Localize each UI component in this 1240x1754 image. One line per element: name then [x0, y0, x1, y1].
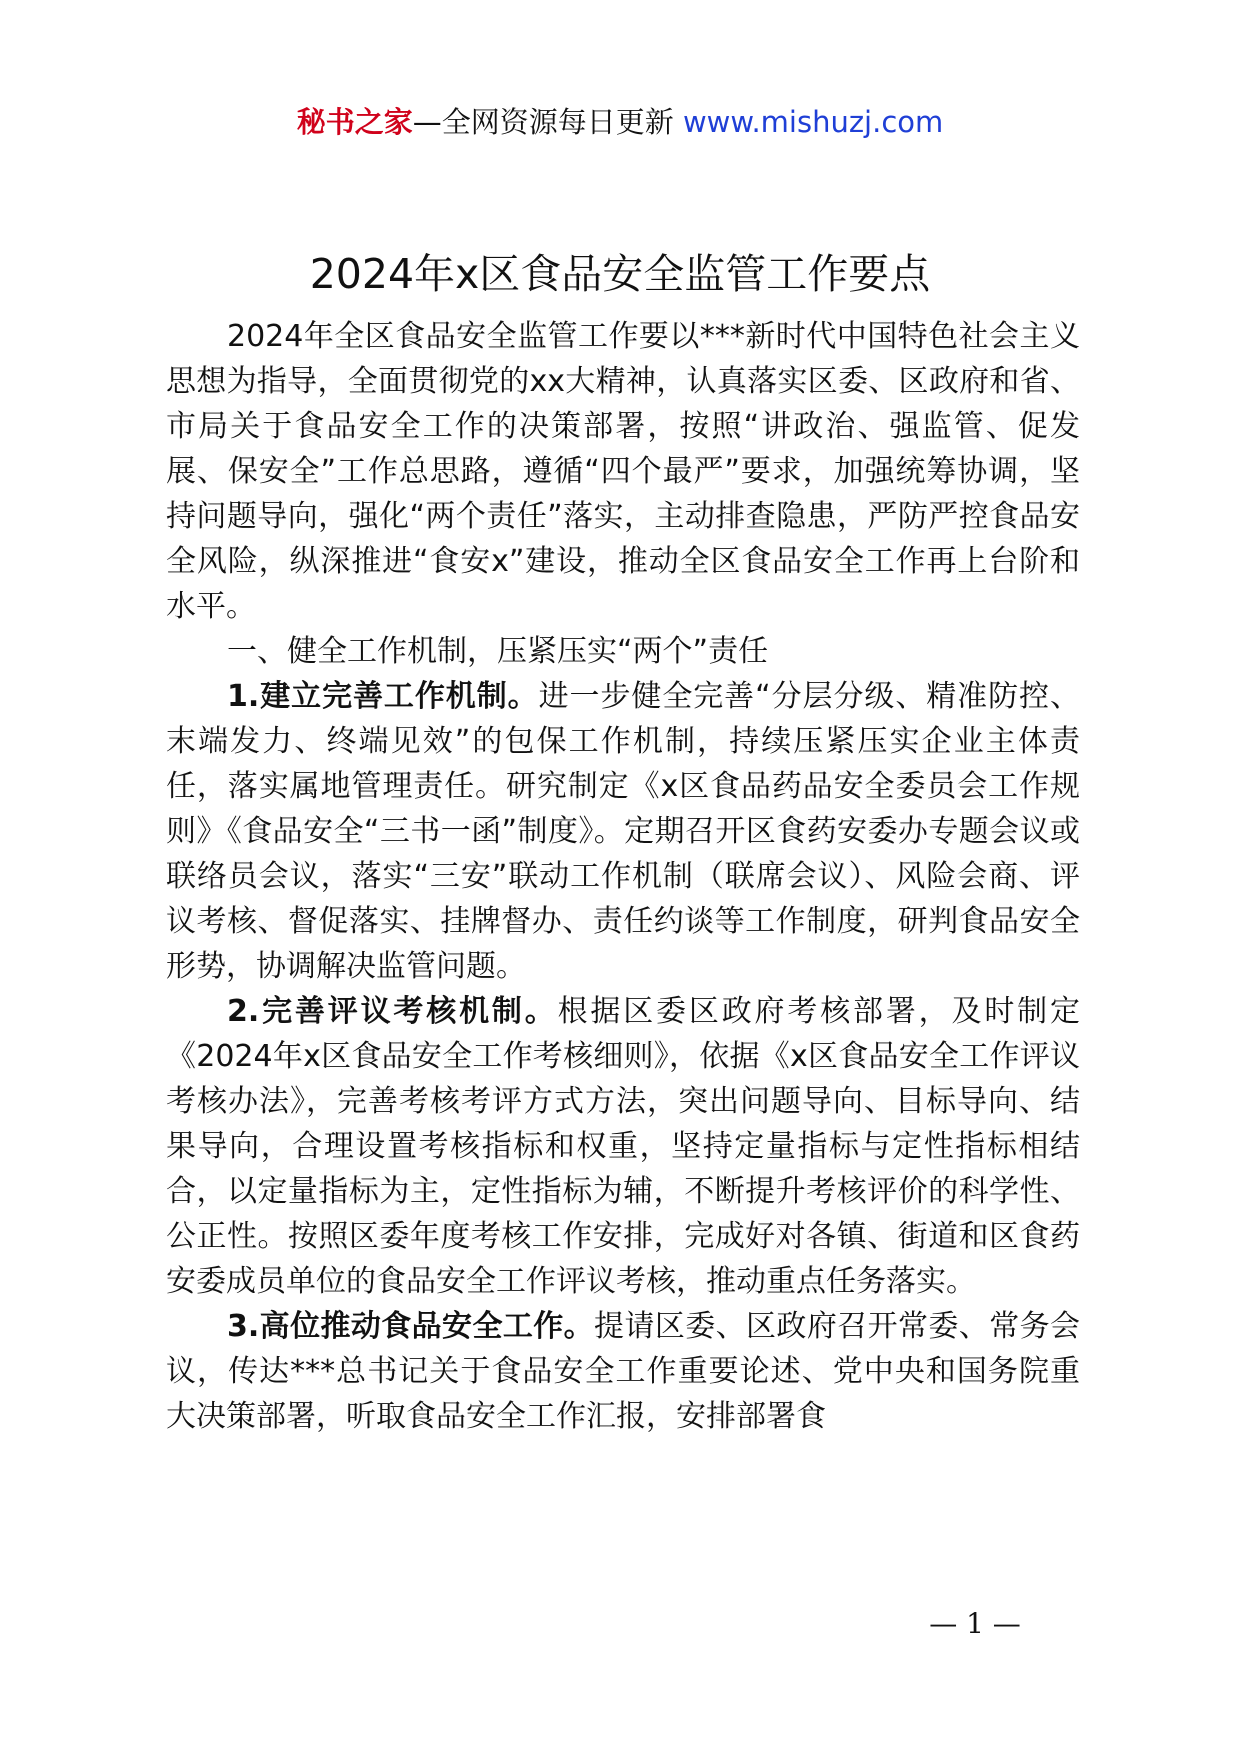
- item-paragraph: [166, 674, 1080, 989]
- section-heading: 一、健全工作机制，压紧压实“两个”责任: [227, 634, 769, 669]
- item-paragraph: [166, 1304, 1080, 1439]
- page-number: — 1 —: [929, 1607, 1021, 1640]
- item-lead: 3.高位推动食品安全工作。: [227, 1309, 595, 1344]
- site-header: [0, 100, 1240, 144]
- document-title: 2024年x区食品安全监管工作要点: [309, 250, 931, 298]
- item-lead: 1.建立完善工作机制。: [227, 679, 539, 714]
- document-body: [166, 314, 1080, 1439]
- item-text: 根据区委区政府考核部署，及时制定《2024年x区食品安全工作考核细则》，依据《x区食品安全工作评议考核办法》，完善考核考评方式方法，突出问题导向、目标导向、结果导向，合理设置考核指标和权重，坚持定量指标与定性指标相结合，以定量指标为主，定性指标为辅，不断提升考核评价的科学性、公正性。按照区委年度考核工作安排，完成好对各镇、街道和区食药安委成员单位的食品安全工作评议考核，推动重点任务落实。: [166, 994, 1080, 1299]
- item-lead: 2.完善评议考核机制。: [227, 994, 558, 1029]
- item-text: 提请区委、区政府召开常委、常务会议，传达***总书记关于食品安全工作重要论述、党中央和国务院重大决策部署，听取食品安全工作汇报，安排部署食: [166, 1309, 1081, 1434]
- site-url-link[interactable]: www.mishuzj.com: [682, 105, 944, 139]
- intro-paragraph: 2024年全区食品安全监管工作要以***新时代中国特色社会主义思想为指导，全面贯彻党的xx大精神，认真落实区委、区政府和省、市局关于食品安全工作的决策部署，按照“讲政治、强监管、促发展、保安全”工作总思路，遵循“四个最严”要求，加强统筹协调，坚持问题导向，强化“两个责任”落实，主动排查隐患，严防严控食品安全风险，纵深推进“食安x”建设，推动全区食品安全工作再上台阶和水平。: [166, 319, 1080, 624]
- site-tagline: —全网资源每日更新: [412, 105, 674, 139]
- item-text: 进一步健全完善“分层分级、精准防控、末端发力、终端见效”的包保工作机制，持续压紧压实企业主体责任，落实属地管理责任。研究制定《x区食品药品安全委员会工作规则》《食品安全“三书一函”制度》。定期召开区食药安委办专题会议或联络员会议，落实“三安”联动工作机制（联席会议）、风险会商、评议考核、督促落实、挂牌督办、责任约谈等工作制度，研判食品安全形势，协调解决监管问题。: [166, 679, 1080, 984]
- item-paragraph: [166, 989, 1080, 1304]
- site-brand: 秘书之家: [296, 105, 413, 139]
